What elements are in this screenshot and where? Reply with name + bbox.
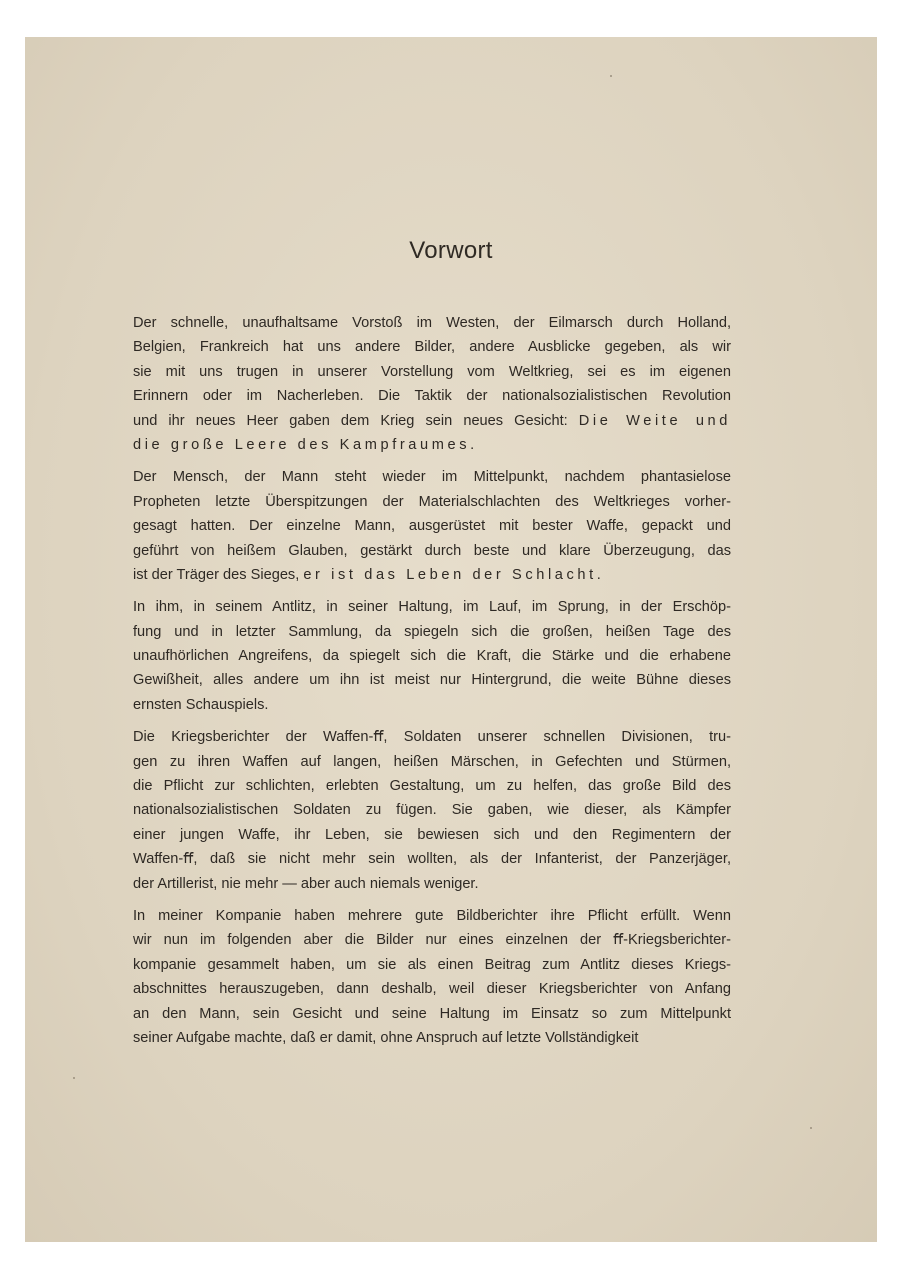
text-segment: seiner Aufgabe machte, daß er damit, ohne Anspruch auf letzte Vollständigkeit — [133, 1029, 639, 1046]
text-segment: die Pflicht zur schlichten, erlebten Gestaltung, um zu helfen, das große Bild des — [133, 778, 731, 795]
text-line — [133, 620, 731, 644]
text-segment: fung und in letzter Sammlung, da spiegeln sich die großen, heißen Tage des — [133, 623, 731, 640]
text-segment: unaufhörlichen Angreifens, da spiegelt sich die Kraft, die Stärke und die erhabene — [133, 648, 731, 665]
text-segment: nationalsozialistischen Soldaten zu fügen. Sie gaben, wie dieser, als Kämpfer — [133, 802, 731, 819]
page-title: Vorwort — [409, 237, 493, 264]
text-line — [133, 928, 731, 952]
text-segment: wir nun im folgenden aber die Bilder nur eines einzelnen der ﬀ-Kriegsberichter- — [133, 932, 731, 949]
text-segment: Der schnelle, unaufhaltsame Vorstoß im Westen, der Eilmarsch durch Holland, — [133, 315, 731, 331]
text-segment: abschnittes herauszugeben, dann deshalb, weil dieser Kriegsberichter von Anfang — [133, 981, 731, 998]
text-segment: und ihr neues Heer gaben dem Krieg sein neues Gesicht: — [133, 412, 579, 429]
paper-speck — [810, 1127, 812, 1129]
text-line — [133, 1002, 731, 1026]
text-line — [133, 1026, 731, 1050]
text-line — [133, 514, 731, 538]
text-line — [133, 595, 731, 619]
paragraph — [133, 311, 731, 457]
paragraph — [133, 725, 731, 896]
text-segment: Belgien, Frankreich hat uns andere Bilder, andere Ausblicke gegeben, als wir — [133, 339, 731, 356]
text-line — [133, 465, 731, 489]
document-page — [25, 37, 877, 1242]
text-line — [133, 644, 731, 668]
text-segment: ernsten Schauspiels. — [133, 696, 269, 713]
text-line — [133, 823, 731, 847]
paper-speck — [73, 1077, 75, 1079]
paper-speck — [610, 75, 612, 77]
text-line — [133, 539, 731, 563]
text-segment: In meiner Kompanie haben mehrere gute Bildberichter ihre Pflicht erfüllt. Wenn — [133, 907, 731, 924]
paragraph — [133, 904, 731, 1050]
spaced-emphasis-text: die große Leere des Kampfraumes. — [133, 436, 478, 453]
text-segment: an den Mann, sein Gesicht und seine Haltung im Einsatz so zum Mittelpunkt — [133, 1005, 731, 1022]
text-segment: gen zu ihren Waffen auf langen, heißen Märschen, in Gefechten und Stürmen, — [133, 753, 731, 770]
paragraph — [133, 595, 731, 717]
body-text — [133, 311, 731, 1058]
text-line — [133, 872, 731, 896]
text-segment: gesagt hatten. Der einzelne Mann, ausgerüstet mit bester Waffe, gepackt und — [133, 518, 731, 535]
text-line — [133, 847, 731, 871]
text-line — [133, 904, 731, 928]
text-segment: kompanie gesammelt haben, um sie als einen Beitrag zum Antlitz dieses Kriegs- — [133, 956, 731, 973]
text-line — [133, 335, 731, 359]
text-line — [133, 563, 731, 587]
text-line — [133, 725, 731, 749]
text-segment: Waffen-ﬀ, daß sie nicht mehr sein wollten, als der Infanterist, der Panzerjäger, — [133, 851, 731, 868]
text-segment: Gewißheit, alles andere um ihn ist meist nur Hintergrund, die weite Bühne dieses — [133, 672, 731, 689]
text-line — [133, 490, 731, 514]
text-line — [133, 668, 731, 692]
text-line — [133, 433, 731, 457]
text-segment: Die Kriegsberichter der Waffen-ﬀ, Soldaten unserer schnellen Divisionen, tru- — [133, 729, 731, 746]
text-line — [133, 409, 731, 433]
text-line — [133, 798, 731, 822]
text-segment: sie mit uns trugen in unserer Vorstellung vom Weltkrieg, sei es im eigenen — [133, 363, 731, 380]
text-line — [133, 977, 731, 1001]
text-segment: In ihm, in seinem Antlitz, in seiner Haltung, im Lauf, im Sprung, in der Erschöp- — [133, 599, 731, 616]
text-line — [133, 311, 731, 335]
text-segment: der Artillerist, nie mehr — aber auch niemals weniger. — [133, 875, 479, 892]
text-line — [133, 953, 731, 977]
spaced-emphasis-text: Die Weite und — [578, 412, 731, 429]
text-line — [133, 774, 731, 798]
text-line — [133, 360, 731, 384]
text-segment: ist der Träger des Sieges, — [133, 566, 304, 583]
text-segment: Propheten letzte Überspitzungen der Materialschlachten des Weltkrieges vorher- — [133, 493, 731, 510]
text-segment: geführt von heißem Glauben, gestärkt durch beste und klare Überzeugung, das — [133, 542, 731, 559]
text-line — [133, 750, 731, 774]
spaced-emphasis-text: er ist das Leben der Schlacht. — [303, 566, 605, 583]
text-line — [133, 384, 731, 408]
text-segment: Der Mensch, der Mann steht wieder im Mittelpunkt, nachdem phantasielose — [133, 469, 731, 486]
text-line — [133, 693, 731, 717]
paragraph — [133, 465, 731, 587]
text-segment: Erinnern oder im Nacherleben. Die Taktik der nationalsozialistischen Revolution — [133, 388, 731, 405]
text-segment: einer jungen Waffe, ihr Leben, sie bewiesen sich und den Regimentern der — [133, 826, 731, 843]
